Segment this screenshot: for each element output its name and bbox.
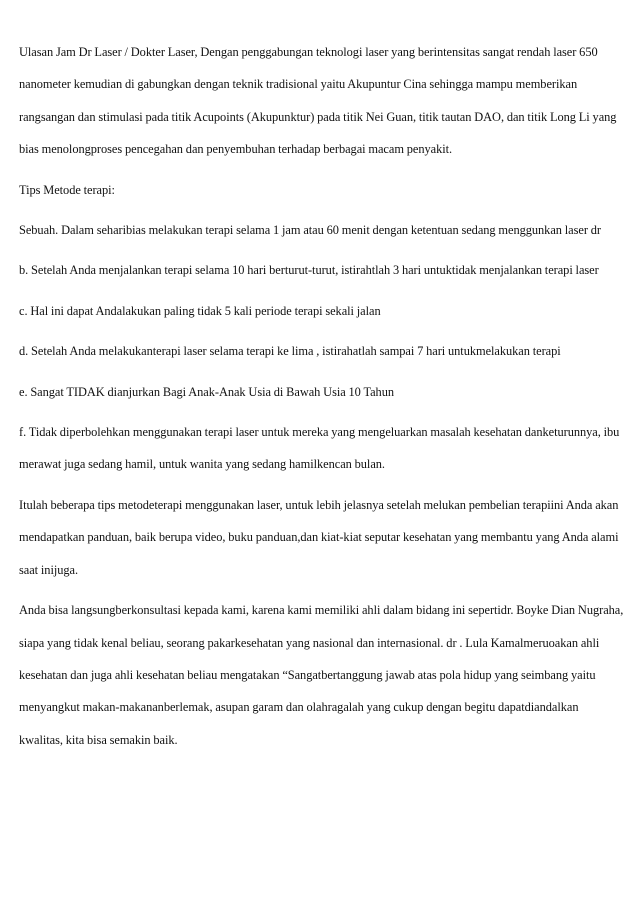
tip-a-paragraph: Sebuah. Dalam seharibias melakukan terapi selama 1 jam atau 60 menit dengan ketentuan sedang menggunkan laser dr [19, 223, 601, 238]
tip-c-paragraph: c. Hal ini dapat Andalakukan paling tidak 5 kali periode terapi sekali jalan [19, 303, 381, 318]
tip-b-paragraph: b. Setelah Anda menjalankan terapi selama 10 hari berturut-turut, istirahtlah 3 hari untuktidak menjalankan terapi laser [19, 263, 599, 278]
tip-f-paragraph: f. Tidak diperbolehkan menggunakan terapi laser untuk mereka yang mengeluarkan masalah kesehatan danketurunnya, ibu merawat juga sedang hamil, untuk wanita yang sedang hamilkencan bulan. [19, 425, 620, 472]
consultation-paragraph: Anda bisa langsungberkonsultasi kepada kami, karena kami memiliki ahli dalam bidang ini sepertidr. Boyke Dian Nugraha, siapa yang tidak kenal beliau, seorang pakarkesehatan yang nasional dan internasional. dr . Lula Kamalmeruoakan ahli kesehatan dan juga ahli kesehatan beliau mengatakan “Sangatbertanggung jawab atas pola hidup yang seimbang yaitu menyangkut makan-makananberlemak, asupan garam dan olahragalah yang cukup dengan begitu dapatdiandalkan kwalitas, kita bisa semakin baik. [19, 603, 624, 747]
intro-paragraph: Ulasan Jam Dr Laser / Dokter Laser, Dengan penggabungan teknologi laser yang berintensitas sangat rendah laser 650 nanometer kemudian di gabungkan dengan teknik tradisional yaitu Akupuntur Cina sehingga mampu memberikan rangsangan dan stimulasi pada titik Acupoints (Akupunktur) pada titik Nei Guan, titik tautan DAO, dan titik Long Li yang bias menolongproses pencegahan dan penyembuhan terhadap berbagai macam penyakit. [19, 45, 617, 157]
summary-paragraph: Itulah beberapa tips metodeterapi menggunakan laser, untuk lebih jelasnya setelah melukan pembelian terapiini Anda akan mendapatkan panduan, baik berupa video, buku panduan,dan kiat-kiat seputar kesehatan yang membantu yang Anda alami saat inijuga. [19, 497, 619, 577]
document-body [19, 36, 624, 764]
tips-heading: Tips Metode terapi: [19, 182, 115, 197]
tip-e-paragraph: e. Sangat TIDAK dianjurkan Bagi Anak-Anak Usia di Bawah Usia 10 Tahun [19, 384, 394, 399]
tip-d-paragraph: d. Setelah Anda melakukanterapi laser selama terapi ke lima , istirahatlah sampai 7 hari untukmelakukan terapi [19, 344, 561, 359]
